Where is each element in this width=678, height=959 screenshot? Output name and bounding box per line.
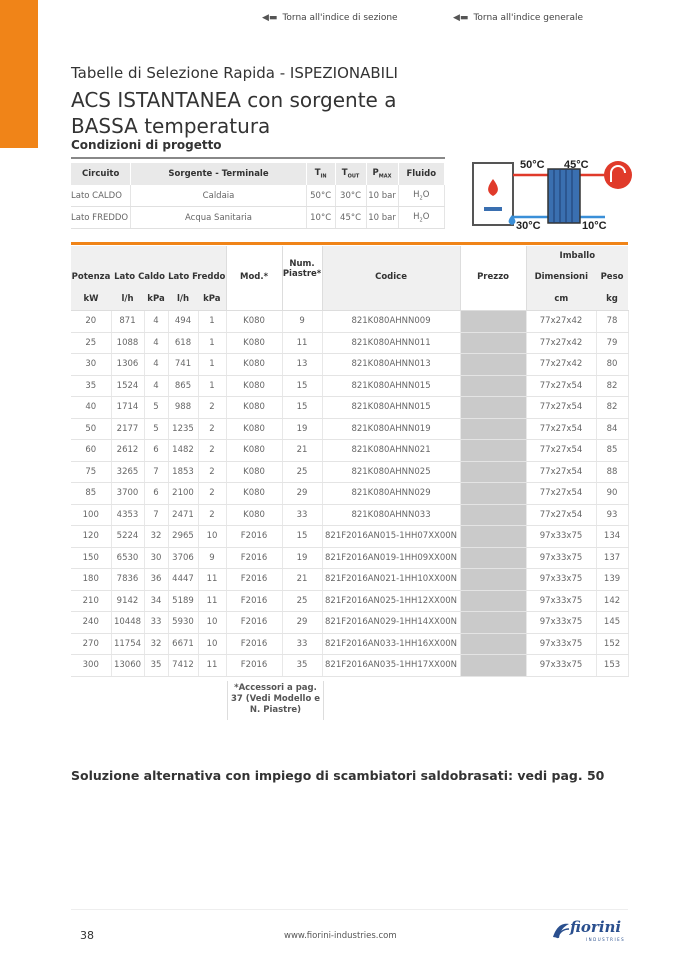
table-cell: 152: [596, 633, 628, 655]
unit-lh: l/h: [168, 288, 198, 311]
col-pmax: $P_{MAX}$: [366, 163, 398, 185]
table-cell: 5: [144, 418, 168, 440]
back-arrow-icon: ◀▬: [453, 13, 469, 23]
table-cell: 1: [198, 311, 226, 333]
table-cell: 77x27x54: [526, 440, 596, 462]
table-cell: 2: [198, 418, 226, 440]
table-cell: 77x27x54: [526, 418, 596, 440]
table-row: [71, 483, 628, 505]
table-cell: 29: [282, 612, 322, 634]
table-cell: K080: [226, 418, 282, 440]
table-cell: 865: [168, 375, 198, 397]
table-cell: 3706: [168, 547, 198, 569]
table-cell: 15: [282, 375, 322, 397]
table-cell: 33: [144, 612, 168, 634]
table-cell: 36: [144, 569, 168, 591]
page-number: 38: [80, 929, 94, 942]
table-row: [71, 332, 628, 354]
table-row: [71, 354, 628, 376]
table-cell: 494: [168, 311, 198, 333]
table-row: [71, 375, 628, 397]
price-cell: [460, 590, 526, 612]
table-cell: 270: [71, 633, 111, 655]
table-cell: 11: [282, 332, 322, 354]
temp-hot-out: 30°C: [516, 220, 541, 232]
table-cell: 19: [282, 418, 322, 440]
col-dimensioni: Dimensioni: [526, 266, 596, 288]
table-cell: K080: [226, 332, 282, 354]
table-cell: 97x33x75: [526, 547, 596, 569]
price-cell: [460, 375, 526, 397]
boiler-panel: [484, 207, 502, 211]
table-cell: F2016: [226, 655, 282, 677]
conditions-title: Condizioni di progetto: [71, 138, 222, 152]
table-cell: 40: [71, 397, 111, 419]
table-cell: 4353: [111, 504, 144, 526]
table-cell: 4: [144, 375, 168, 397]
table-cell: 97x33x75: [526, 590, 596, 612]
table-row: [71, 590, 628, 612]
table-cell: 77x27x42: [526, 354, 596, 376]
table-row: [71, 526, 628, 548]
table-cell: 2177: [111, 418, 144, 440]
table-cell: 60: [71, 440, 111, 462]
table-cell: 137: [596, 547, 628, 569]
fiorini-logo-icon: [551, 921, 571, 941]
table-cell: 84: [596, 418, 628, 440]
unit-lh: l/h: [111, 288, 144, 311]
table-cell: 821K080AHNN025: [322, 461, 460, 483]
table-cell: 821F2016AN025-1HH12XX00N: [322, 590, 460, 612]
table-cell: 1714: [111, 397, 144, 419]
table-cell: 7: [144, 504, 168, 526]
table-row: [71, 547, 628, 569]
table-cell: 1235: [168, 418, 198, 440]
page-title-line2: BASSA temperatura: [71, 114, 271, 138]
table-cell: 153: [596, 655, 628, 677]
table-cell: 88: [596, 461, 628, 483]
table-cell: F2016: [226, 633, 282, 655]
table-cell: 2471: [168, 504, 198, 526]
table-cell: 77x27x54: [526, 504, 596, 526]
table-row: [71, 612, 628, 634]
section-color-tab: [0, 0, 38, 148]
col-num-piastre: Num. Piastre*: [282, 259, 322, 279]
table-cell: 10: [198, 633, 226, 655]
price-cell: [460, 547, 526, 569]
price-cell: [460, 526, 526, 548]
table-cell: 821K080AHNN021: [322, 440, 460, 462]
back-to-section-label: Torna all'indice di sezione: [282, 13, 398, 23]
table-cell: 821K080AHNN029: [322, 483, 460, 505]
temp-cold-out: 45°C: [564, 159, 589, 171]
table-cell: 34: [144, 590, 168, 612]
table-cell: F2016: [226, 569, 282, 591]
col-potenza: Potenza: [71, 266, 111, 288]
table-cell: 10: [198, 612, 226, 634]
conditions-divider: [71, 157, 445, 159]
table-cell: K080: [226, 504, 282, 526]
table-cell: 180: [71, 569, 111, 591]
table-cell: K080: [226, 354, 282, 376]
table-cell: F2016: [226, 547, 282, 569]
footer-url[interactable]: www.fiorini-industries.com: [284, 931, 397, 941]
table-cell: 6: [144, 483, 168, 505]
table-cell: 821K080AHNN015: [322, 375, 460, 397]
table-cell: 32: [144, 633, 168, 655]
table-cell: 13060: [111, 655, 144, 677]
table-cell: 35: [282, 655, 322, 677]
table-cell: F2016: [226, 590, 282, 612]
table-cell: 2: [198, 397, 226, 419]
col-mod: Mod.*: [226, 266, 282, 288]
table-cell: 821F2016AN019-1HH09XX00N: [322, 547, 460, 569]
unit-kg: kg: [596, 288, 628, 311]
table-cell: 1: [198, 354, 226, 376]
table-cell: 5930: [168, 612, 198, 634]
unit-kpa: kPa: [144, 288, 168, 311]
table-cell: 29: [282, 483, 322, 505]
exchanger-icon: [548, 169, 580, 223]
table-row: [71, 311, 628, 333]
price-cell: [460, 612, 526, 634]
table-cell: 6: [144, 440, 168, 462]
back-to-general-link[interactable]: [453, 13, 583, 23]
table-cell: K080: [226, 311, 282, 333]
table-cell: 2: [198, 504, 226, 526]
table-cell: 21: [282, 569, 322, 591]
conditions-row-cold: Lato FREDDO Acqua Sanitaria 10°C 45°C 10 bar $H_2O$: [71, 207, 445, 229]
price-cell: [460, 440, 526, 462]
table-cell: 210: [71, 590, 111, 612]
heat-exchanger-diagram: [470, 155, 635, 233]
col-circuit: Circuito: [71, 163, 131, 185]
col-source: Sorgente - Terminale: [131, 163, 306, 185]
table-cell: 2: [198, 483, 226, 505]
table-cell: 25: [282, 590, 322, 612]
price-cell: [460, 483, 526, 505]
table-cell: 120: [71, 526, 111, 548]
table-cell: 1853: [168, 461, 198, 483]
table-cell: 1306: [111, 354, 144, 376]
price-cell: [460, 461, 526, 483]
table-accent-rule: [71, 242, 628, 245]
table-cell: 3700: [111, 483, 144, 505]
col-tout: $T_{OUT}$: [335, 163, 366, 185]
table-cell: 150: [71, 547, 111, 569]
table-cell: 85: [596, 440, 628, 462]
table-cell: 821F2016AN021-1HH10XX00N: [322, 569, 460, 591]
col-tin: $T_{IN}$: [306, 163, 335, 185]
price-cell: [460, 655, 526, 677]
page-title-line1: ACS ISTANTANEA con sorgente a: [71, 88, 397, 112]
table-cell: 988: [168, 397, 198, 419]
table-cell: 3265: [111, 461, 144, 483]
table-row: [71, 418, 628, 440]
table-cell: 93: [596, 504, 628, 526]
table-cell: 32: [144, 526, 168, 548]
fiorini-logo: fiorini: [570, 918, 622, 936]
table-cell: 821K080AHNN013: [322, 354, 460, 376]
table-cell: 5189: [168, 590, 198, 612]
table-cell: 821K080AHNN009: [322, 311, 460, 333]
table-cell: 30: [144, 547, 168, 569]
col-lato-caldo: Lato Caldo: [111, 266, 168, 288]
table-cell: 5: [144, 397, 168, 419]
table-cell: 1: [198, 332, 226, 354]
table-cell: 1: [198, 375, 226, 397]
table-cell: K080: [226, 397, 282, 419]
table-cell: 50: [71, 418, 111, 440]
table-cell: 78: [596, 311, 628, 333]
table-cell: 77x27x54: [526, 461, 596, 483]
col-imballo: Imballo: [526, 246, 628, 266]
table-cell: 2965: [168, 526, 198, 548]
back-to-section-link[interactable]: [262, 13, 398, 23]
page-subtitle: Tabelle di Selezione Rapida - ISPEZIONABILI: [71, 64, 398, 82]
table-cell: 97x33x75: [526, 526, 596, 548]
table-cell: 19: [282, 547, 322, 569]
table-cell: 77x27x54: [526, 375, 596, 397]
table-cell: 7: [144, 461, 168, 483]
table-row: [71, 504, 628, 526]
fiorini-logo-sub: INDUSTRIES: [586, 937, 626, 942]
temp-cold-in: 10°C: [582, 220, 607, 232]
price-cell: [460, 569, 526, 591]
table-cell: 871: [111, 311, 144, 333]
table-cell: 9142: [111, 590, 144, 612]
table-row: [71, 397, 628, 419]
table-cell: 97x33x75: [526, 569, 596, 591]
table-cell: 2: [198, 440, 226, 462]
table-cell: 97x33x75: [526, 612, 596, 634]
table-cell: 134: [596, 526, 628, 548]
table-cell: 90: [596, 483, 628, 505]
table-cell: 75: [71, 461, 111, 483]
table-cell: 11: [198, 655, 226, 677]
table-cell: 4: [144, 354, 168, 376]
table-row: [71, 569, 628, 591]
col-peso: Peso: [596, 266, 628, 288]
price-cell: [460, 633, 526, 655]
table-cell: 15: [282, 397, 322, 419]
back-to-general-label: Torna all'indice generale: [473, 13, 584, 23]
table-cell: F2016: [226, 612, 282, 634]
col-prezzo: Prezzo: [460, 266, 526, 288]
table-cell: 142: [596, 590, 628, 612]
col-lato-freddo: Lato Freddo: [168, 266, 226, 288]
temp-hot-in: 50°C: [520, 159, 545, 171]
table-cell: 821F2016AN033-1HH16XX00N: [322, 633, 460, 655]
table-cell: 1524: [111, 375, 144, 397]
table-row: [71, 655, 628, 677]
unit-cm: cm: [526, 288, 596, 311]
table-cell: 6671: [168, 633, 198, 655]
col-codice: Codice: [322, 266, 460, 288]
table-cell: 821K080AHNN019: [322, 418, 460, 440]
table-cell: 741: [168, 354, 198, 376]
selection-table: [71, 246, 629, 677]
table-cell: 25: [71, 332, 111, 354]
table-cell: 97x33x75: [526, 655, 596, 677]
table-row: [71, 440, 628, 462]
page-title: [71, 87, 471, 139]
table-cell: 82: [596, 375, 628, 397]
table-cell: 821K080AHNN033: [322, 504, 460, 526]
table-cell: 77x27x42: [526, 332, 596, 354]
table-cell: 20: [71, 311, 111, 333]
conditions-table: [71, 163, 445, 229]
table-cell: F2016: [226, 526, 282, 548]
table-cell: 13: [282, 354, 322, 376]
price-cell: [460, 418, 526, 440]
table-cell: K080: [226, 461, 282, 483]
table-cell: K080: [226, 375, 282, 397]
table-cell: 33: [282, 504, 322, 526]
table-cell: 82: [596, 397, 628, 419]
table-cell: 4: [144, 332, 168, 354]
table-cell: 11: [198, 590, 226, 612]
table-cell: 618: [168, 332, 198, 354]
accessories-note: *Accessori a pag. 37 (Vedi Modello e N. Piastre): [227, 681, 324, 720]
table-cell: 35: [144, 655, 168, 677]
table-cell: 77x27x54: [526, 397, 596, 419]
table-cell: 821K080AHNN011: [322, 332, 460, 354]
price-cell: [460, 354, 526, 376]
table-row: [71, 633, 628, 655]
price-cell: [460, 311, 526, 333]
table-cell: 33: [282, 633, 322, 655]
back-arrow-icon: ◀▬: [262, 13, 278, 23]
table-cell: 145: [596, 612, 628, 634]
table-cell: 5224: [111, 526, 144, 548]
table-cell: 1088: [111, 332, 144, 354]
unit-kpa: kPa: [198, 288, 226, 311]
footer-divider: [71, 909, 628, 910]
table-cell: 240: [71, 612, 111, 634]
unit-kw: kW: [71, 288, 111, 311]
table-cell: 25: [282, 461, 322, 483]
alternative-solution-note: Soluzione alternativa con impiego di scambiatori saldobrasati: vedi pag. 50: [71, 768, 605, 783]
table-cell: 7836: [111, 569, 144, 591]
table-cell: 139: [596, 569, 628, 591]
col-fluid: Fluido: [398, 163, 444, 185]
table-cell: 97x33x75: [526, 633, 596, 655]
table-cell: 821F2016AN015-1HH07XX00N: [322, 526, 460, 548]
table-cell: 11: [198, 569, 226, 591]
price-cell: [460, 504, 526, 526]
table-cell: 4: [144, 311, 168, 333]
table-cell: 9: [282, 311, 322, 333]
table-cell: 7412: [168, 655, 198, 677]
price-cell: [460, 397, 526, 419]
table-cell: 2612: [111, 440, 144, 462]
table-cell: 10448: [111, 612, 144, 634]
table-row: [71, 461, 628, 483]
table-cell: 35: [71, 375, 111, 397]
table-cell: 77x27x42: [526, 311, 596, 333]
table-cell: 2100: [168, 483, 198, 505]
table-cell: 6530: [111, 547, 144, 569]
table-cell: 821F2016AN035-1HH17XX00N: [322, 655, 460, 677]
table-cell: 4447: [168, 569, 198, 591]
table-cell: 80: [596, 354, 628, 376]
table-cell: 10: [198, 526, 226, 548]
table-cell: 2: [198, 461, 226, 483]
table-cell: 85: [71, 483, 111, 505]
table-cell: 21: [282, 440, 322, 462]
table-cell: 79: [596, 332, 628, 354]
table-cell: 30: [71, 354, 111, 376]
table-cell: 9: [198, 547, 226, 569]
table-cell: 100: [71, 504, 111, 526]
conditions-row-hot: Lato CALDO Caldaia 50°C 30°C 10 bar $H_2O$: [71, 185, 445, 207]
table-cell: 11754: [111, 633, 144, 655]
table-cell: 1482: [168, 440, 198, 462]
price-cell: [460, 332, 526, 354]
table-cell: 300: [71, 655, 111, 677]
table-cell: K080: [226, 483, 282, 505]
table-cell: 77x27x54: [526, 483, 596, 505]
table-cell: 15: [282, 526, 322, 548]
table-cell: 821F2016AN029-1HH14XX00N: [322, 612, 460, 634]
table-cell: 821K080AHNN015: [322, 397, 460, 419]
table-cell: K080: [226, 440, 282, 462]
